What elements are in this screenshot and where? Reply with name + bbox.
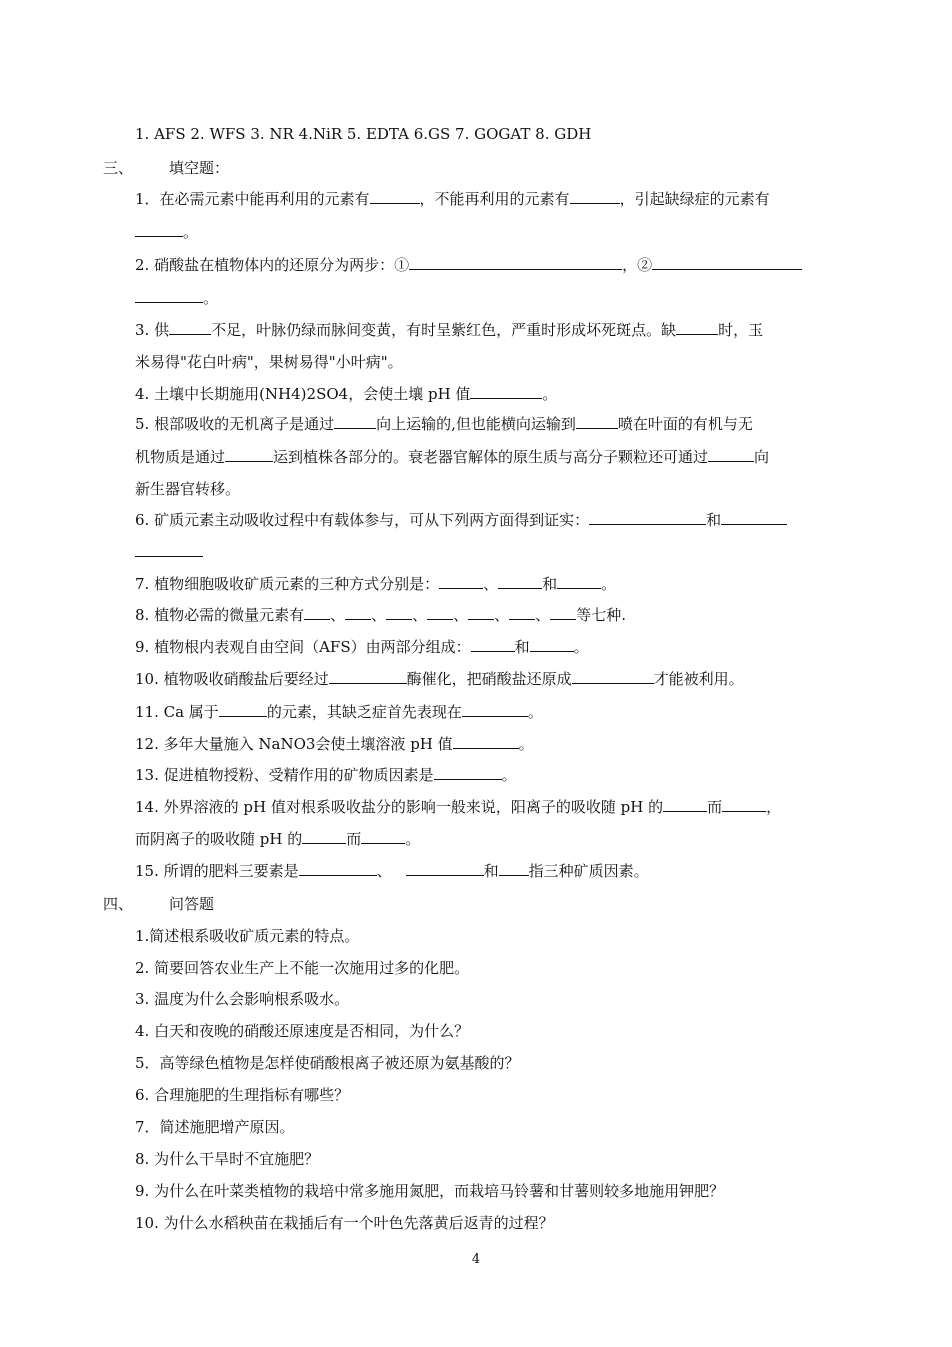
question-text: 3. 供 (135, 321, 170, 339)
blank[interactable] (676, 320, 718, 335)
question-text: 和 (483, 862, 499, 880)
answer-question-1: 1.简述根系吸收矿质元素的特点。 (135, 927, 360, 945)
blank[interactable] (219, 702, 267, 717)
blank[interactable] (135, 542, 203, 557)
blank[interactable] (370, 189, 420, 204)
blank[interactable] (499, 861, 529, 876)
question-8 (135, 605, 626, 625)
section-3-heading (103, 157, 229, 178)
question-text: 运到植株各部分的。衰老器官解体的原生质与高分子颗粒还可通过 (273, 448, 709, 466)
separator: 、 (494, 606, 510, 624)
question-6 (135, 510, 787, 530)
blank[interactable] (721, 510, 787, 525)
question-text: 2. 硝酸盐在植物体内的还原分为两步：① (135, 256, 410, 274)
blank[interactable] (570, 189, 620, 204)
blank[interactable] (462, 702, 528, 717)
separator: 、 (412, 606, 428, 624)
question-text: 7. 植物细胞吸收矿质元素的三种方式分别是： (135, 575, 440, 593)
question-2 (135, 255, 802, 275)
question-text: 15. 所谓的肥料三要素是 (135, 862, 299, 880)
question-text: ，不能再利用的元素有 (419, 190, 570, 208)
blank[interactable] (468, 605, 494, 620)
question-6-cont (135, 542, 203, 562)
question-text: 5. 根部吸收的无机离子是通过 (135, 415, 335, 433)
question-text: 、 (376, 862, 392, 880)
question-text: 和 (514, 638, 530, 656)
question-text: 和 (706, 511, 722, 529)
blank[interactable] (498, 574, 542, 589)
question-14 (135, 797, 781, 817)
separator: 、 (535, 606, 551, 624)
question-text: 。 (203, 289, 219, 307)
blank[interactable] (439, 574, 483, 589)
separator: 、 (453, 606, 469, 624)
question-text: 而阴离子的吸收随 pH 的 (135, 830, 303, 848)
section-title: 问答题 (169, 895, 215, 913)
answer-question-7: 7．简述施肥增产原因。 (135, 1118, 295, 1136)
question-text: 向上运输的,但也能横向运输到 (376, 415, 576, 433)
question-text: 酶催化，把硝酸盐还原成 (406, 670, 572, 688)
section-number: 三、 (103, 159, 134, 177)
blank[interactable] (722, 797, 766, 812)
abbreviation-list: 1. AFS 2. WFS 3. NR 4.NiR 5. EDTA 6.GS 7. GOGAT 8. GDH (135, 125, 592, 143)
blank[interactable] (135, 288, 203, 303)
blank[interactable] (708, 447, 754, 462)
page-number: 4 (471, 1252, 481, 1267)
question-text: 。 (518, 735, 534, 753)
blank[interactable] (434, 765, 502, 780)
answer-question-3: 3. 温度为什么会影响根系吸水。 (135, 990, 350, 1008)
question-text: 等七种. (576, 606, 626, 624)
question-text: 而 (346, 830, 362, 848)
separator: 、 (371, 606, 387, 624)
section-number: 四、 (103, 895, 134, 913)
question-2-cont (135, 288, 218, 308)
question-11 (135, 702, 543, 722)
blank[interactable] (304, 605, 330, 620)
blank[interactable] (557, 574, 601, 589)
question-4 (135, 384, 557, 404)
question-text: 指三种矿质因素。 (528, 862, 649, 880)
question-text: 10. 植物吸收硝酸盐后要经过 (135, 670, 329, 688)
blank[interactable] (409, 255, 622, 270)
blank[interactable] (225, 447, 273, 462)
blank[interactable] (345, 605, 371, 620)
question-text: 。 (183, 223, 199, 241)
question-text: 11. Ca 属于 (135, 703, 219, 721)
blank[interactable] (509, 605, 535, 620)
blank[interactable] (471, 637, 515, 652)
question-13 (135, 765, 517, 785)
question-text: 9. 植物根内表观自由空间（AFS）由两部分组成： (135, 638, 471, 656)
blank[interactable] (572, 669, 654, 684)
question-text: 13. 促进植物授粉、受精作用的矿物质因素是 (135, 766, 434, 784)
question-7 (135, 574, 616, 594)
blank[interactable] (550, 605, 576, 620)
question-text: 而 (707, 798, 723, 816)
blank[interactable] (652, 255, 802, 270)
question-text: 。 (601, 575, 617, 593)
question-5 (135, 414, 753, 434)
blank[interactable] (135, 222, 183, 237)
question-text: 6. 矿质元素主动吸收过程中有载体参与，可从下列两方面得到证实： (135, 511, 590, 529)
blank[interactable] (329, 669, 407, 684)
blank[interactable] (169, 320, 211, 335)
blank[interactable] (299, 861, 377, 876)
question-text: ，引起缺绿症的元素有 (619, 190, 770, 208)
question-text: 12. 多年大量施入 NaNO3会使土壤溶液 pH 值 (135, 735, 453, 753)
blank[interactable] (576, 414, 618, 429)
question-text: ，② (622, 256, 653, 274)
question-1-cont (135, 222, 198, 242)
blank[interactable] (453, 734, 519, 749)
section-4-heading (103, 893, 214, 914)
question-text: 的元素，其缺乏症首先表现在 (266, 703, 462, 721)
blank[interactable] (427, 605, 453, 620)
blank[interactable] (361, 829, 405, 844)
question-text: 。 (527, 703, 543, 721)
question-text: 4. 土壤中长期施用(NH4)2SO4，会使土壤 pH 值 (135, 385, 471, 403)
answer-question-8: 8. 为什么干旱时不宜施肥？ (135, 1150, 320, 1168)
question-text: 喷在叶面的有机与无 (617, 415, 753, 433)
blank[interactable] (589, 510, 706, 525)
question-text: 不足，叶脉仍绿而脉间变黄，有时呈紫红色，严重时形成坏死斑点。缺 (211, 321, 677, 339)
question-1 (135, 189, 770, 209)
blank[interactable] (470, 384, 542, 399)
answer-question-6: 6. 合理施肥的生理指标有哪些？ (135, 1086, 350, 1104)
question-text: 。 (405, 830, 421, 848)
question-text: ， (766, 798, 782, 816)
blank[interactable] (530, 637, 574, 652)
question-12 (135, 734, 534, 754)
question-5-cont2: 新生器官转移。 (135, 480, 241, 498)
blank[interactable] (663, 797, 707, 812)
question-10 (135, 669, 744, 689)
separator: 、 (330, 606, 346, 624)
blank[interactable] (406, 861, 484, 876)
answer-question-4: 4. 白天和夜晚的硝酸还原速度是否相同，为什么？ (135, 1022, 470, 1040)
question-text: 向 (754, 448, 770, 466)
question-text: 8. 植物必需的微量元素有 (135, 606, 305, 624)
question-text: 1．在必需元素中能再利用的元素有 (135, 190, 370, 208)
question-text: 。 (573, 638, 589, 656)
answer-question-10: 10. 为什么水稻秧苗在栽插后有一个叶色先落黄后返青的过程？ (135, 1214, 554, 1232)
question-5-cont (135, 447, 769, 467)
question-9 (135, 637, 589, 657)
question-3 (135, 320, 763, 340)
question-text: 和 (542, 575, 558, 593)
question-3-cont: 米易得"花白叶病"，果树易得"小叶病"。 (135, 353, 403, 371)
question-text: 。 (501, 766, 517, 784)
answer-question-5: 5．高等绿色植物是怎样使硝酸根离子被还原为氨基酸的？ (135, 1054, 520, 1072)
answer-question-2: 2. 简要回答农业生产上不能一次施用过多的化肥。 (135, 959, 470, 977)
section-title: 填空题： (169, 159, 230, 177)
question-text: 14. 外界溶液的 pH 值对根系吸收盐分的影响一般来说，阳离子的吸收随 pH 的 (135, 798, 664, 816)
answer-question-9: 9. 为什么在叶菜类植物的栽培中常多施用氮肥，而栽培马铃薯和甘薯则较多地施用钾肥？ (135, 1182, 725, 1200)
blank[interactable] (302, 829, 346, 844)
blank[interactable] (386, 605, 412, 620)
question-text: 。 (542, 385, 558, 403)
question-text: 机物质是通过 (135, 448, 226, 466)
question-14-cont (135, 829, 420, 849)
question-15 (135, 861, 649, 881)
question-text: 时，玉 (718, 321, 764, 339)
blank[interactable] (334, 414, 376, 429)
question-text: 才能被利用。 (653, 670, 744, 688)
question-text: 、 (483, 575, 499, 593)
